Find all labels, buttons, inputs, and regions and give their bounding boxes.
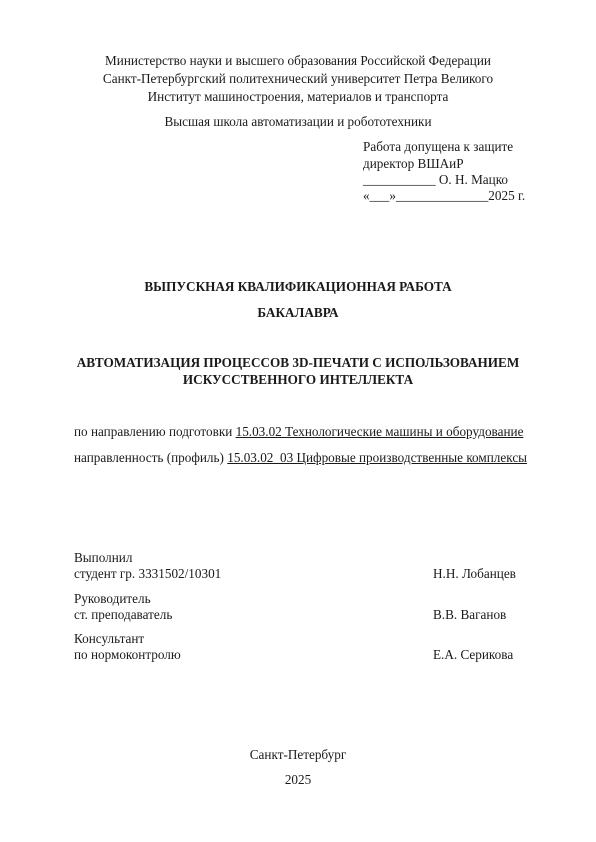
- footer-year: 2025: [284, 772, 312, 787]
- profile-line: [74, 450, 527, 466]
- signature-name: О. Н. Мацко: [435, 172, 509, 187]
- topic-line1: АВТОМАТИЗАЦИЯ ПРОЦЕССОВ 3D-ПЕЧАТИ С ИСПОЛЬЗОВАНИЕМ: [76, 355, 520, 370]
- signature-blank: ___________: [363, 172, 436, 187]
- direction-value: 15.03.02 Технологические машины и оборудование: [235, 424, 524, 439]
- footer-city: Санкт-Петербург: [249, 747, 347, 762]
- direction-line: [74, 424, 523, 440]
- topic-line2: ИСКУССТВЕННОГО ИНТЕЛЛЕКТА: [182, 372, 414, 387]
- advisor-role1: Руководитель: [74, 591, 151, 606]
- institute-name: Институт машиностроения, материалов и транспорта: [147, 89, 449, 104]
- author-name: Н.Н. Лобанцев: [433, 566, 516, 581]
- direction-label: по направлению подготовки: [74, 424, 236, 439]
- advisor-role2: ст. преподаватель: [74, 607, 173, 622]
- approval-date: «___»______________2025 г.: [363, 188, 526, 203]
- approval-line2: директор ВШАиР: [363, 156, 464, 171]
- author-role1: Выполнил: [74, 550, 133, 565]
- university-name: Санкт-Петербургский политехнический университет Петра Великого: [102, 71, 494, 86]
- school-name: Высшая школа автоматизации и робототехники: [164, 114, 432, 129]
- profile-label: направленность (профиль): [74, 450, 228, 465]
- work-type-line2: БАКАЛАВРА: [257, 305, 339, 320]
- consultant-role2: по нормоконтролю: [74, 647, 181, 662]
- consultant-name: Е.А. Серикова: [433, 647, 514, 662]
- approval-line1: Работа допущена к защите: [363, 139, 514, 154]
- work-type-line1: ВЫПУСКНАЯ КВАЛИФИКАЦИОННАЯ РАБОТА: [144, 279, 452, 294]
- profile-value: 15.03.02_03 Цифровые производственные комплексы: [227, 450, 528, 465]
- author-role2: студент гр. 3331502/10301: [74, 566, 222, 581]
- approval-signature: [363, 172, 508, 188]
- ministry-name: Министерство науки и высшего образования Российской Федерации: [105, 53, 491, 68]
- consultant-role1: Консультант: [74, 631, 145, 646]
- advisor-name: В.В. Ваганов: [433, 607, 507, 622]
